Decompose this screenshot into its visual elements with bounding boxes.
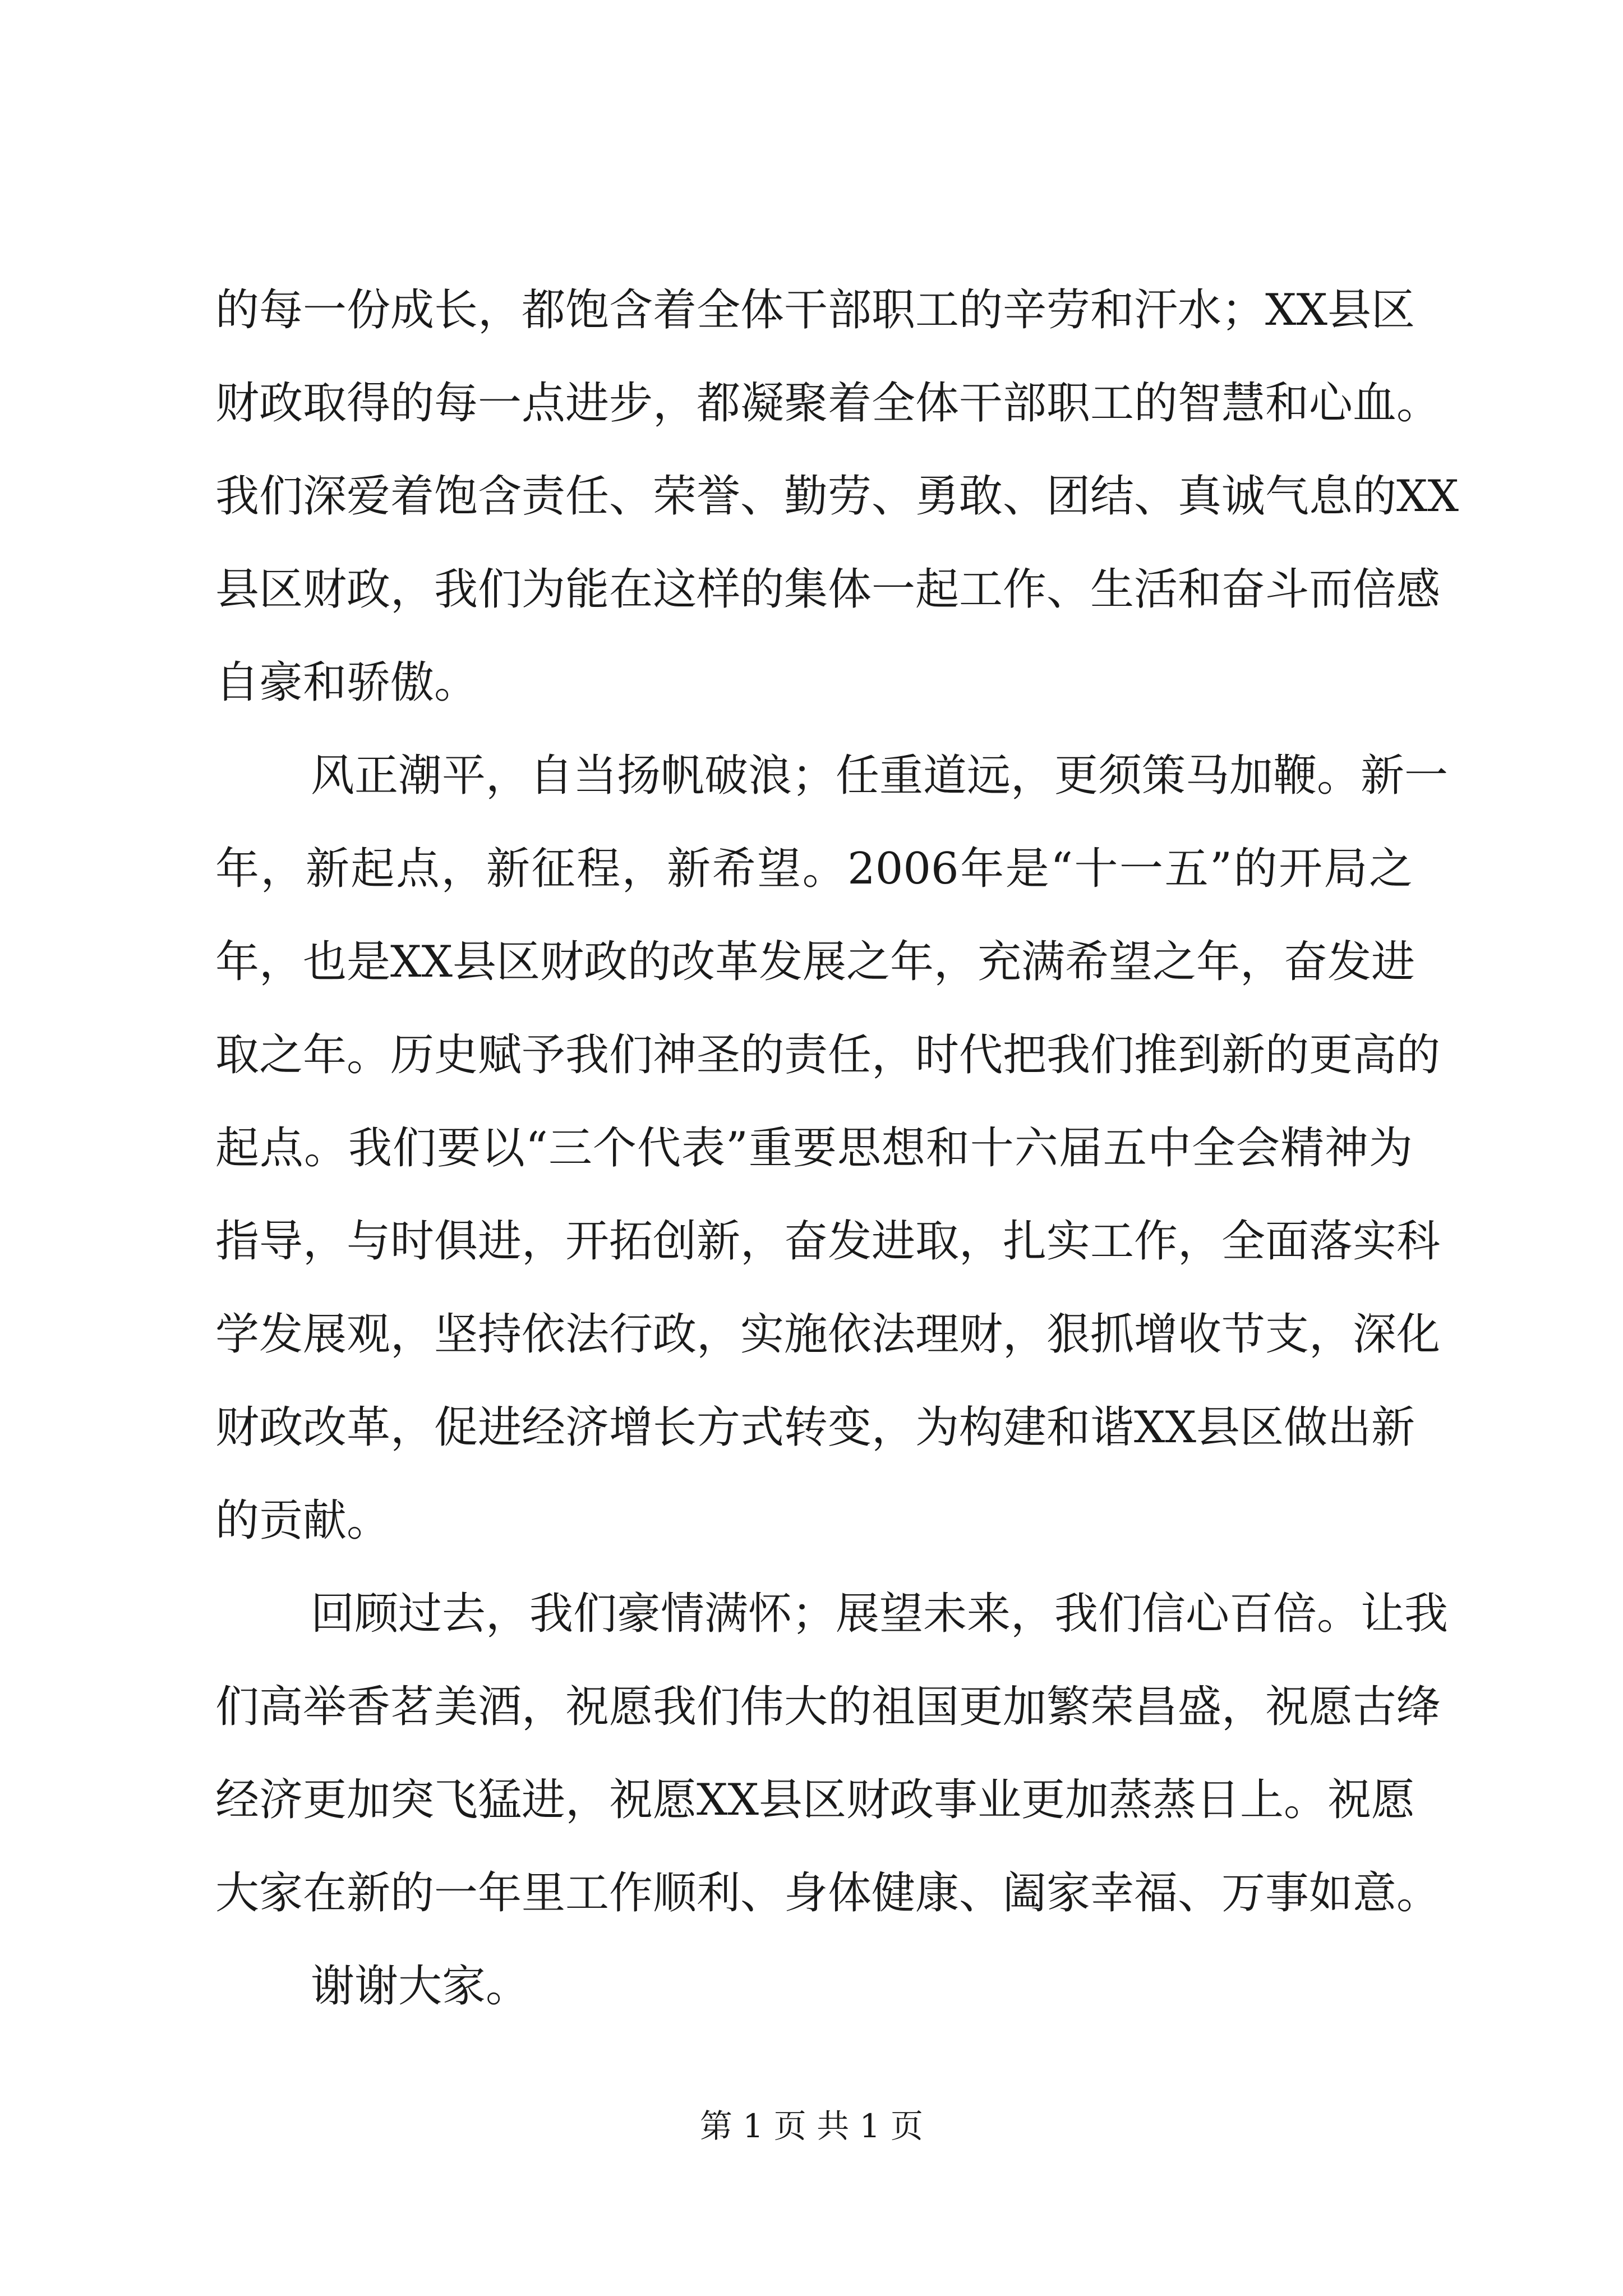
text-line: 财政取得的每一点进步，都凝聚着全体干部职工的智慧和心血。 xyxy=(215,378,1441,429)
text-line: 的贡献。 xyxy=(215,1496,391,1546)
text-line: 经济更加突飞猛进，祝愿XX县区财政事业更加蒸蒸日上。祝愿 xyxy=(215,1775,1415,1825)
text-line: 年，也是XX县区财政的改革发展之年，充满希望之年，奋发进 xyxy=(215,937,1415,987)
text-line: 县区财政，我们为能在这样的集体一起工作、生活和奋斗而倍感 xyxy=(215,564,1441,615)
text-line: 自豪和骄傲。 xyxy=(215,657,478,708)
text-line: 财政改革，促进经济增长方式转变，为构建和谐XX县区做出新 xyxy=(215,1402,1415,1453)
paragraph-first-line: 风正潮平，自当扬帆破浪；任重道远，更须策马加鞭。新一 xyxy=(311,751,1449,801)
text-line: 起点。我们要以“三个代表”重要思想和十六届五中全会精神为 xyxy=(215,1123,1413,1174)
text-line: 的每一份成长，都饱含着全体干部职工的辛劳和汗水；XX县区 xyxy=(215,285,1415,335)
text-line: 取之年。历史赋予我们神圣的责任，时代把我们推到新的更高的 xyxy=(215,1030,1441,1080)
text-line: 我们深爱着饱含责任、荣誉、勤劳、勇敢、团结、真诚气息的XX xyxy=(215,471,1459,522)
closing-line: 谢谢大家。 xyxy=(311,1961,530,2012)
text-line: 学发展观，坚持依法行政，实施依法理财，狠抓增收节支，深化 xyxy=(215,1309,1441,1360)
text-line: 年，新起点，新征程，新希望。2006年是“十一五”的开局之 xyxy=(215,844,1413,894)
page-footer: 第 1 页 共 1 页 xyxy=(700,2107,923,2145)
text-line: 指导，与时俱进，开拓创新，奋发进取，扎实工作，全面落实科 xyxy=(215,1216,1441,1267)
text-line: 们高举香茗美酒，祝愿我们伟大的祖国更加繁荣昌盛，祝愿古绛 xyxy=(215,1682,1441,1732)
paragraph-first-line: 回顾过去，我们豪情满怀；展望未来，我们信心百倍。让我 xyxy=(311,1589,1449,1639)
document-body xyxy=(215,264,1459,2033)
text-line: 大家在新的一年里工作顺利、身体健康、阖家幸福、万事如意。 xyxy=(215,1868,1441,1918)
